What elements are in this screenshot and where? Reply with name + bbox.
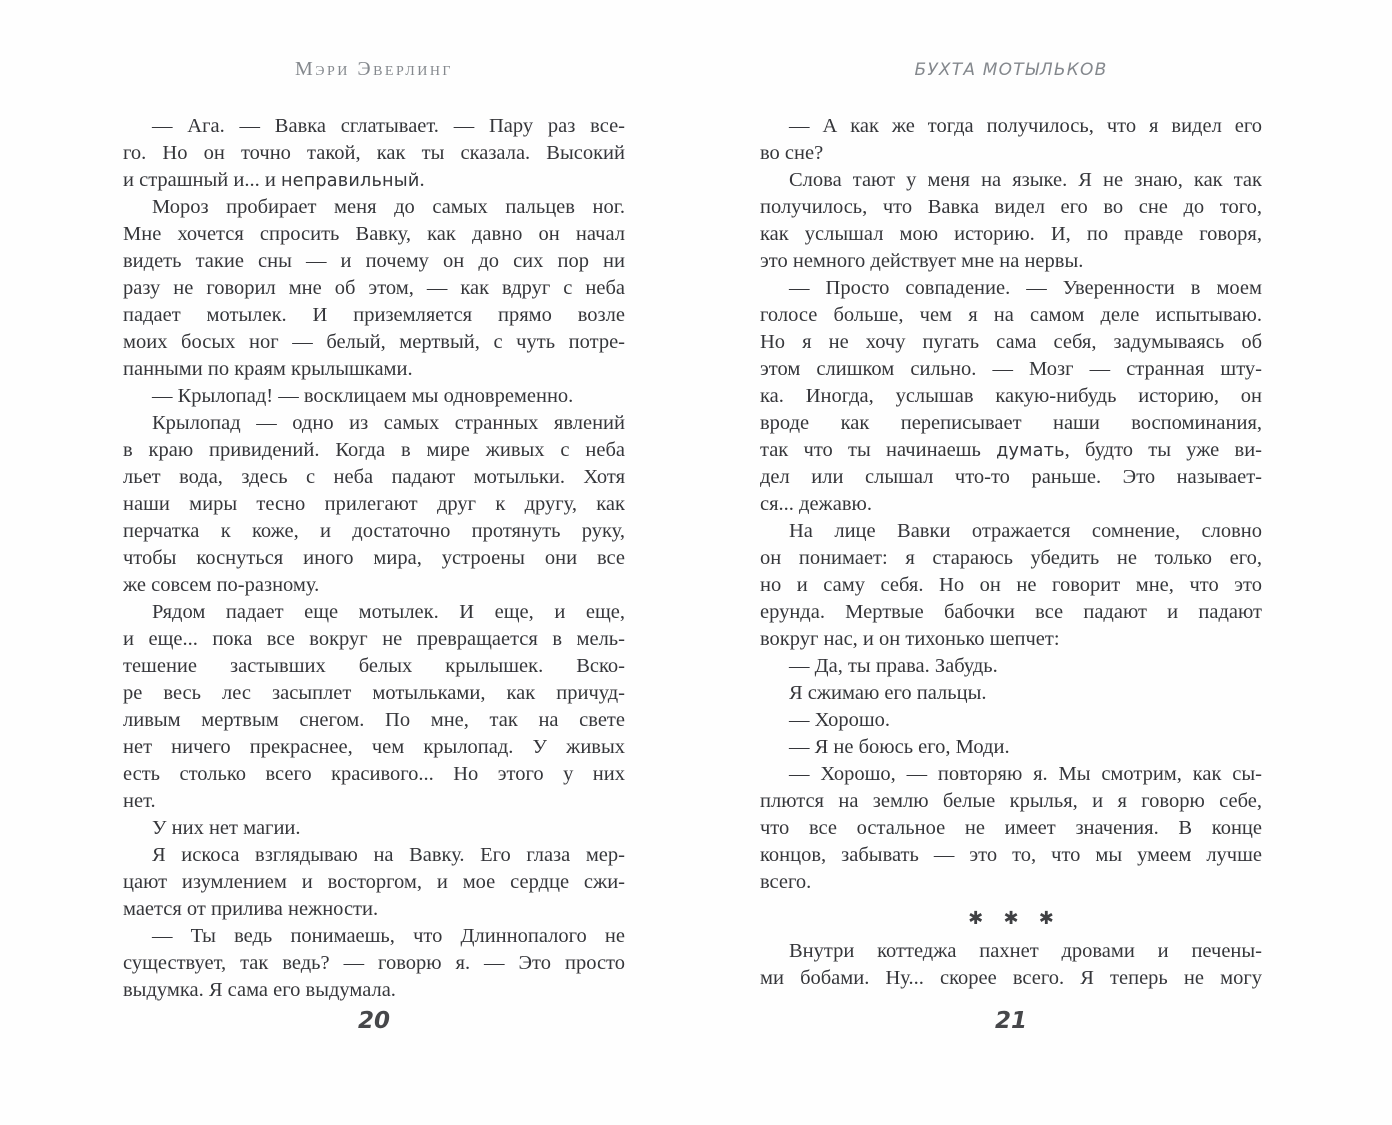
- paragraph: [123, 113, 625, 194]
- text-line: го. Но он точно такой, как ты сказала. Высокий: [123, 142, 625, 164]
- text-line: вокруг нас, и он тихонько шепчет:: [760, 628, 1060, 650]
- text-line: Слова тают у меня на языке. Я не знаю, как так: [789, 169, 1262, 191]
- text-line: плются на землю белые крылья, и я говорю себе,: [760, 790, 1262, 812]
- text-line: но и саму себя. Но он не говорит мне, что это: [760, 574, 1262, 596]
- text-line: что все остальное не имеет значения. В конце: [760, 817, 1262, 839]
- text-line: цают изумлением и восторгом, и мое сердце сжи-: [123, 871, 625, 893]
- page-body-left: [123, 113, 625, 1004]
- paragraph: [760, 761, 1262, 896]
- text-line: льет вода, здесь с неба падают мотыльки. Хотя: [123, 466, 625, 488]
- text-line: Я сжимаю его пальцы.: [789, 682, 987, 704]
- text-line: моих босых ног — белый, мертвый, с чуть потре-: [123, 331, 625, 353]
- text-line: разу не говорил мне об этом, — как вдруг с неба: [123, 277, 625, 299]
- text-line: это немного действует мне на нервы.: [760, 250, 1084, 272]
- paragraph: [760, 518, 1262, 653]
- paragraph: [123, 410, 625, 599]
- page-number-right: 21: [994, 1008, 1027, 1034]
- text-line: ся... дежавю.: [760, 493, 872, 515]
- paragraph: [760, 653, 1262, 680]
- text-line: панными по краям крылышками.: [123, 358, 413, 380]
- text-line: — Просто совпадение. — Уверенности в моем: [789, 277, 1262, 299]
- paragraph: [123, 599, 625, 815]
- paragraph: [760, 275, 1262, 518]
- text-line: падает мотылек. И приземляется прямо возле: [123, 304, 625, 326]
- text-line: — А как же тогда получилось, что я видел его: [789, 115, 1262, 137]
- text-line: ре весь лес засыплет мотыльками, как причуд-: [123, 682, 625, 704]
- text-line: нет.: [123, 790, 156, 812]
- text-line: — Ты ведь понимаешь, что Длиннопалого не: [152, 925, 625, 947]
- paragraph: [760, 938, 1262, 992]
- text-line: концов, забывать — это то, что мы умеем лучше: [760, 844, 1262, 866]
- paragraph: [123, 815, 625, 842]
- paragraph: [760, 707, 1262, 734]
- text-line: дел или слышал что-то раньше. Это называет-: [760, 466, 1262, 488]
- text-line: ерунда. Мертвые бабочки все падают и падают: [760, 601, 1262, 623]
- running-header-author: Мэри Эверлинг: [294, 58, 454, 80]
- text-line: Мне хочется спросить Вавку, как давно он начал: [123, 223, 625, 245]
- text-line: ка. Иногда, услышав какую-нибудь историю, он: [760, 385, 1262, 407]
- hand-lettered-word: неправильный: [280, 171, 420, 191]
- text-line: — Крылопад! — восклицаем мы одновременно.: [152, 385, 574, 407]
- text-line: — Ага. — Вавка сглатывает. — Пару раз все-: [152, 115, 625, 137]
- text-line: мается от прилива нежности.: [123, 898, 379, 920]
- text-line: так что ты начинаешь думать, будто ты уже ви-: [760, 439, 1262, 461]
- text-line: У них нет магии.: [152, 817, 301, 839]
- paragraph: [123, 923, 625, 1004]
- text-line: и еще... пока все вокруг не превращается в мель-: [123, 628, 625, 650]
- running-header-book-title: БУХТА МОТЫЛЬКОВ: [914, 60, 1108, 80]
- text-line: этом слишком сильно. — Мозг — странная шту-: [760, 358, 1262, 380]
- text-line: есть столько всего красивого... Но этого у них: [123, 763, 625, 785]
- page-number-left: 20: [357, 1008, 390, 1034]
- text-line: ми бобами. Ну... скорее всего. Я теперь не могу: [760, 967, 1262, 989]
- text-line: наши миры тесно прилегают друг к другу, как: [123, 493, 625, 515]
- text-line: Я искоса взглядываю на Вавку. Его глаза мер-: [152, 844, 625, 866]
- paragraph: [760, 167, 1262, 275]
- text-line: во сне?: [760, 142, 824, 164]
- text-line: он понимает: я стараюсь убедить не только его,: [760, 547, 1262, 569]
- paragraph: [760, 734, 1262, 761]
- text-line: перчатка к коже, и достаточно протянуть руку,: [123, 520, 625, 542]
- text-line: чтобы коснуться иного мира, устроены они все: [123, 547, 625, 569]
- paragraph: [123, 383, 625, 410]
- text-line: получилось, что Вавка видел его во сне до того,: [760, 196, 1262, 218]
- paragraph: [760, 680, 1262, 707]
- text-line: всего.: [760, 871, 812, 893]
- text-line: тешение застывших белых крылышек. Вско-: [123, 655, 625, 677]
- text-line: как услышал мою историю. И, по правде говоря,: [760, 223, 1262, 245]
- text-line: выдумка. Я сама его выдумала.: [123, 979, 396, 1001]
- paragraph: [760, 113, 1262, 167]
- text-line: в краю привидений. Когда в мире живых с неба: [123, 439, 625, 461]
- text-line: — Хорошо, — повторяю я. Мы смотрим, как сы-: [789, 763, 1262, 785]
- text-line: — Да, ты права. Забудь.: [789, 655, 998, 677]
- text-line: Внутри коттеджа пахнет дровами и печены-: [789, 940, 1262, 962]
- paragraph: [123, 194, 625, 383]
- page-body-right: [760, 113, 1262, 992]
- text-line: — Хорошо.: [789, 709, 891, 731]
- text-line: Мороз пробирает меня до самых пальцев ног.: [152, 196, 625, 218]
- text-line: существует, так ведь? — говорю я. — Это просто: [123, 952, 625, 974]
- text-line: Рядом падает еще мотылек. И еще, и еще,: [152, 601, 625, 623]
- text-line: и страшный и... и неправильный.: [123, 169, 425, 191]
- text-line: же совсем по-разному.: [123, 574, 320, 596]
- text-line: Но я не хочу пугать сама себя, задумываясь об: [760, 331, 1262, 353]
- hand-lettered-word: думать: [996, 441, 1065, 461]
- page-left: [123, 0, 625, 1125]
- text-line: голосе больше, чем я на самом деле испытываю.: [760, 304, 1262, 326]
- text-line: нет ничего прекраснее, чем крылопад. У живых: [123, 736, 625, 758]
- text-line: — Я не боюсь его, Моди.: [789, 736, 1010, 758]
- text-line: вроде как переписывает наши воспоминания,: [760, 412, 1262, 434]
- section-break-ornament: ✱ ✱ ✱: [968, 908, 1061, 929]
- page-right: [760, 0, 1262, 1125]
- text-line: На лице Вавки отражается сомнение, словно: [789, 520, 1262, 542]
- text-line: ливым мертвым снегом. По мне, так на свете: [123, 709, 625, 731]
- text-line: видеть такие сны — и почему он до сих пор ни: [123, 250, 625, 272]
- paragraph: [123, 842, 625, 923]
- text-line: Крылопад — одно из самых странных явлений: [152, 412, 625, 434]
